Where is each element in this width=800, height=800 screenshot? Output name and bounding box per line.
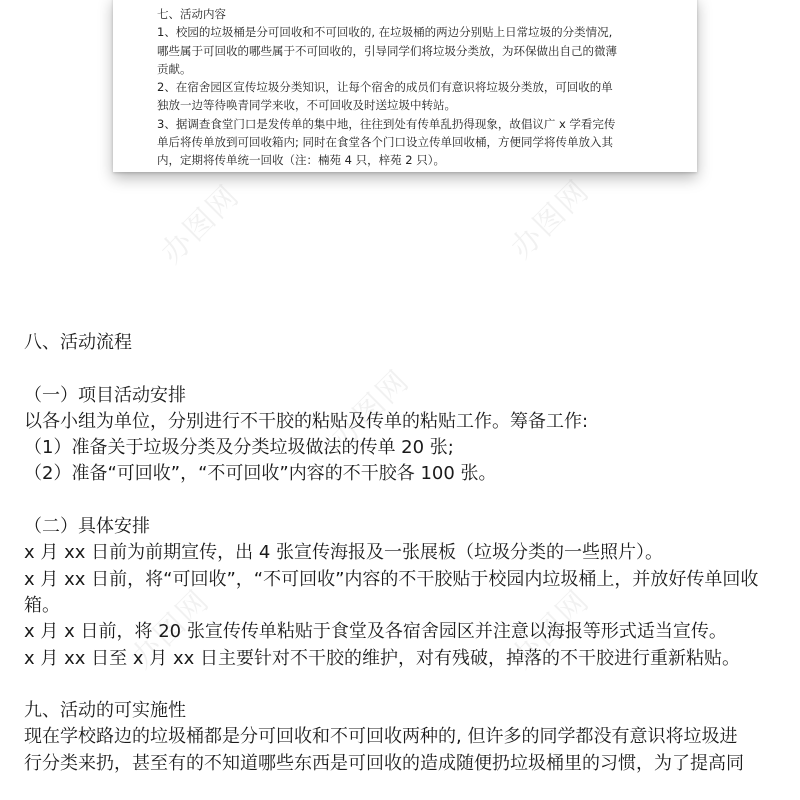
paragraph: 箱。 xyxy=(24,594,60,616)
watermark: 办图网 xyxy=(324,363,417,456)
document-body xyxy=(24,330,784,777)
preview-line: 1、校园的垃圾桶是分可回收和不可回收的, 在垃圾桶的两边分别贴上日常垃圾的分类情况, xyxy=(157,25,613,40)
preview-line: 3、据调查食堂门口是发传单的集中地，往往到处有传单乱扔得现象，故倡议广 x 学看完传 xyxy=(157,116,616,131)
paragraph: x 月 x 日前，将 20 张宣传传单粘贴于食堂及各宿舍园区并注意以海报等形式适当宣传。 xyxy=(24,621,727,643)
preview-heading: 七、活动内容 xyxy=(157,7,226,21)
watermark: 办图网 xyxy=(124,583,217,676)
preview-line: 内，定期将传单统一回收（注：楠苑 4 只，梓苑 2 只）。 xyxy=(157,153,446,168)
paragraph: x 月 xx 日前为前期宣传，出 4 张宣传海报及一张展板（垃圾分类的一些照片）。 xyxy=(24,542,664,564)
paragraph: 现在学校路边的垃圾桶都是分可回收和不可回收两种的, 但许多的同学都没有意识将垃圾进 xyxy=(24,726,738,748)
spacer xyxy=(24,488,784,514)
spacer xyxy=(24,672,784,698)
preview-text-block xyxy=(157,5,657,170)
preview-line: 单后将传单放到可回收箱内; 同时在食堂各个门口设立传单回收桶，方便同学将传单放入其 xyxy=(157,135,614,150)
preview-line: 哪些属于可回收的哪些属于不可回收的，引导同学们将垃圾分类放，为环保做出自己的微薄 xyxy=(157,43,617,58)
section-title: 九、活动的可实施性 xyxy=(24,700,186,722)
watermark: 办图网 xyxy=(504,583,597,676)
paragraph: 行分类来扔，甚至有的不知道哪些东西是可回收的造成随便扔垃圾桶里的习惯，为了提高同 xyxy=(24,752,744,774)
section-title: 八、活动流程 xyxy=(24,332,132,353)
document-preview-card xyxy=(113,0,697,172)
preview-line: 2、在宿舍园区宣传垃圾分类知识，让每个宿舍的成员们有意识将垃圾分类放，可回收的单 xyxy=(157,80,613,95)
subsection-title: （二）具体安排 xyxy=(24,516,150,538)
paragraph: x 月 xx 日至 x 月 xx 日主要针对不干胶的维护，对有残破，掉落的不干胶进行重新粘贴。 xyxy=(24,647,740,669)
watermark: 办图网 xyxy=(504,173,597,266)
list-item: （2）准备“可回收”，“不可回收”内容的不干胶各 100 张。 xyxy=(24,463,497,485)
subsection-title: （一）项目活动安排 xyxy=(24,384,186,406)
preview-line: 贡献。 xyxy=(157,61,192,76)
paragraph: x 月 xx 日前，将“可回收”，“不可回收”内容的不干胶贴于校园内垃圾桶上，并放好传单回收 xyxy=(24,568,759,590)
preview-line: 独放一边等待唤青同学来收，不可回收及时送垃圾中转站。 xyxy=(157,98,456,113)
paragraph: 以各小组为单位，分别进行不干胶的粘贴及传单的粘贴工作。筹备工作: xyxy=(24,410,589,432)
list-item: （1）准备关于垃圾分类及分类垃圾做法的传单 20 张; xyxy=(24,437,454,459)
watermark: 办图网 xyxy=(154,178,247,271)
spacer xyxy=(24,356,784,382)
